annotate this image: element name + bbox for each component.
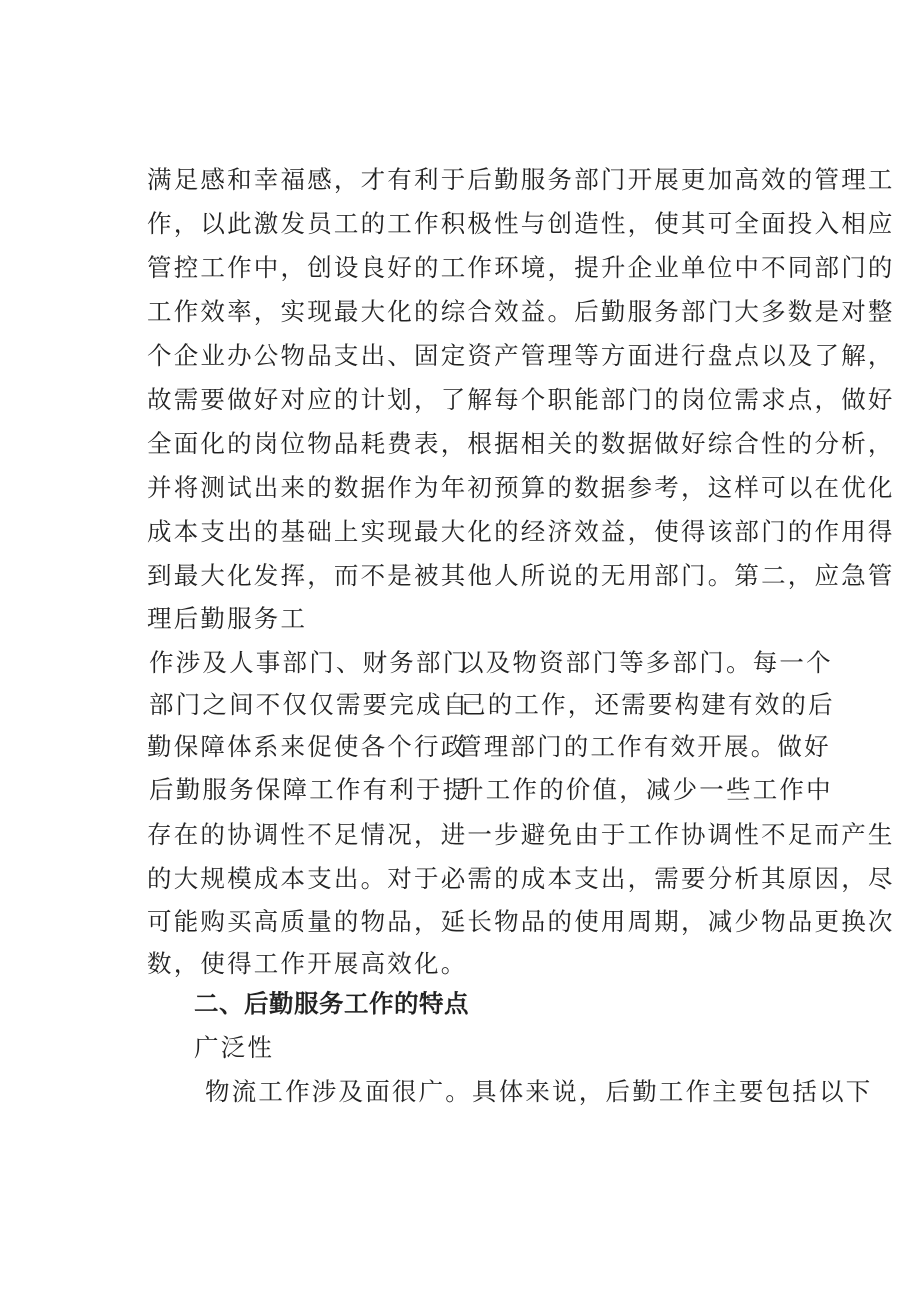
- paragraph-line: 可能购买高质量的物品，延长物品的使用周期，减少物品更换次: [147, 907, 895, 936]
- paragraph-line: 数，使得工作开展高效化。: [147, 949, 468, 978]
- paragraph-line: 全面化的岗位物品耗费表，根据相关的数据做好综合性的分析，: [147, 429, 895, 458]
- paragraph-line: 到最大化发挥，而不是被其他人所说的无用部门。第二，应急管: [147, 561, 895, 590]
- paragraph-line: 物流工作涉及面很广。具体来说，后勤工作主要包括以下: [205, 1077, 873, 1106]
- paragraph-line: 作，以此激发员工的工作积极性与创造性，使其可全面投入相应: [147, 209, 895, 238]
- split-line-left: 勤保障体系来促使各个行政: [147, 732, 468, 761]
- paragraph-line: 成本支出的基础上实现最大化的经济效益，使得该部门的作用得: [147, 517, 895, 546]
- paragraph-line: 满足感和幸福感，才有利于后勤服务部门开展更加高效的管理工: [147, 165, 895, 194]
- split-line-left: 后勤服务保障工作有利于提: [149, 775, 470, 804]
- split-line-right: 管理部门的工作有效开展。做好: [457, 732, 831, 761]
- split-line-right: 己的工作，还需要构建有效的后: [461, 690, 835, 719]
- paragraph-line: 故需要做好对应的计划，了解每个职能部门的岗位需求点，做好: [147, 385, 895, 414]
- split-line-right: 升工作的价值，减少一些工作中: [459, 775, 833, 804]
- split-line-left: 部门之间不仅仅需要完成自: [149, 690, 470, 719]
- split-line-right: 以及物资部门等多部门。每一个: [459, 648, 833, 677]
- section-heading: 二、后勤服务工作的特点: [194, 989, 469, 1018]
- paragraph-line: 个企业办公物品支出、固定资产管理等方面进行盘点以及了解，: [147, 341, 895, 370]
- paragraph-line: 管控工作中，创设良好的工作环境，提升企业单位中不同部门的: [147, 253, 895, 282]
- split-line-left: 作涉及人事部门、财务部门: [149, 648, 470, 677]
- paragraph-line: 存在的协调性不足情况，进一步避免由于工作协调性不足而产生: [147, 820, 895, 849]
- paragraph-line: 工作效率，实现最大化的综合效益。后勤服务部门大多数是对整: [147, 297, 895, 326]
- paragraph-line: 的大规模成本支出。对于必需的成本支出，需要分析其原因，尽: [147, 864, 895, 893]
- paragraph-line: 并将测试出来的数据作为年初预算的数据参考，这样可以在优化: [147, 473, 895, 502]
- subheading: 广泛性: [194, 1033, 275, 1062]
- paragraph-line: 理后勤服务工: [147, 604, 308, 633]
